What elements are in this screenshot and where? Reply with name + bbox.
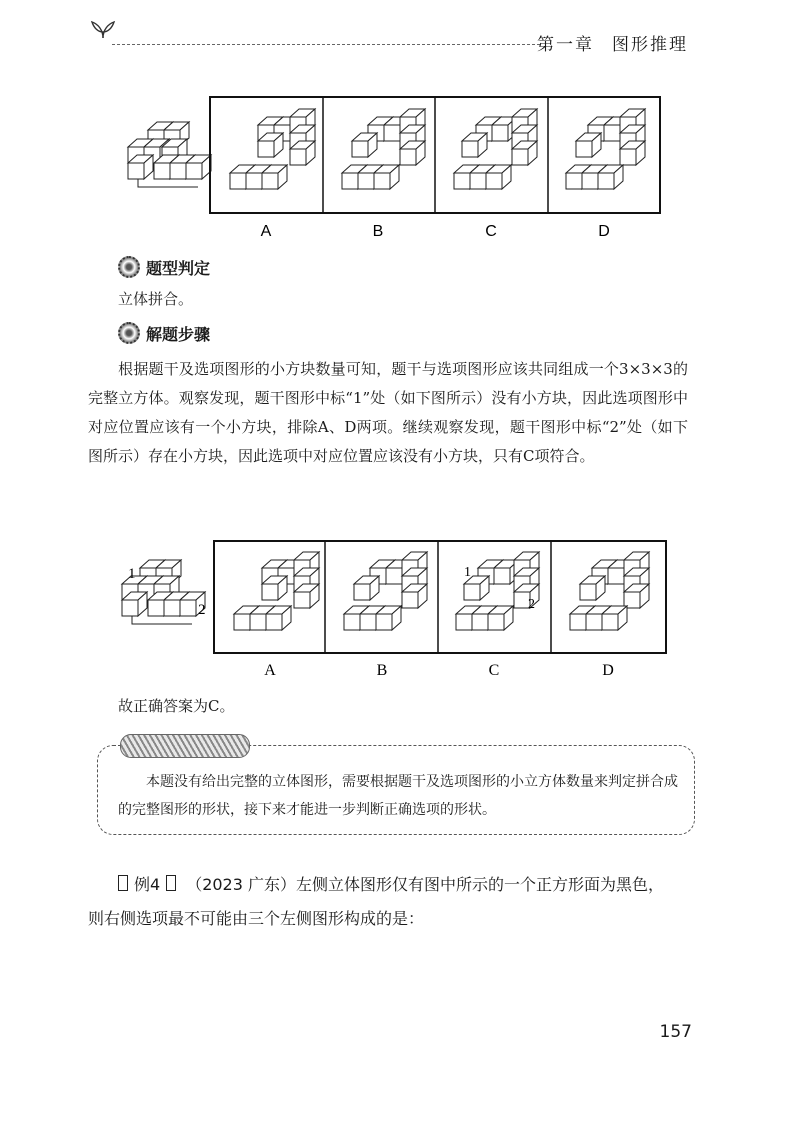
page-header (90, 18, 700, 58)
example-line-2: 则右侧选项最不可能由三个左侧图形构成的是： (88, 909, 425, 928)
section-heading-type (118, 256, 210, 279)
option-c-shape (454, 109, 537, 189)
solution-text: 根据题干及选项图形的小方块数量可知，题干与选项图形应该共同组成一个3×3×3的完整立方体。观察发现，题干图形中标“1”处（如下图所示）没有小方块，因此选项图形中对应位置应该有一个小方块，排除A、D两项。继续观察发现，题干图形中标“2”处（如下图所示）存在小方块，因此选项中对应位置应该没有小方块，只有C项符合。 (88, 360, 688, 465)
option-c-mark-2: 2 (528, 597, 535, 612)
chapter-heading (519, 30, 688, 55)
chapter-number: 第一章 (537, 35, 594, 55)
stem-shape (128, 122, 211, 187)
stem-mark-1: 1 (128, 566, 136, 582)
option-d-shape (570, 552, 649, 630)
option-label-a: A (260, 223, 272, 240)
puzzle-figure-2 (118, 540, 678, 680)
example-question (88, 868, 698, 936)
option-label-b: B (376, 662, 388, 679)
answer-line: 故正确答案为C。 (118, 697, 235, 715)
tip-body: 本题没有给出完整的立体图形，需要根据题干及选项图形的小立方体数量来判定拼合成的完整图形的形状，接下来才能进一步判断正确选项的形状。 (118, 774, 678, 818)
option-label-b: B (372, 223, 384, 240)
option-a-shape (234, 552, 319, 630)
section-heading-text: 解题步骤 (146, 325, 211, 344)
page-number: 157 (659, 1022, 692, 1042)
example-line-1: 左侧立体图形仅有图中所示的一个正方形面为黑色， (296, 875, 665, 894)
stem-mark-2: 2 (198, 602, 206, 618)
section-heading-steps (118, 322, 210, 345)
tip-badge-icon (120, 734, 250, 758)
option-b-shape (342, 109, 425, 189)
header-rule (112, 44, 540, 45)
section-body-type: 立体拼合。 (118, 290, 194, 308)
tip-text (118, 768, 678, 824)
option-label-d: D (598, 223, 610, 240)
example-source: （2023 广东） (186, 875, 296, 894)
option-label-d: D (602, 662, 614, 679)
leaf-ornament-icon (90, 18, 116, 40)
option-b-shape (344, 552, 427, 630)
section-emblem-icon (118, 256, 140, 278)
option-c-mark-1: 1 (464, 565, 471, 580)
option-label-c: C (485, 223, 497, 240)
option-d-shape (566, 109, 645, 189)
option-label-a: A (264, 662, 276, 679)
example-bracket-icon (118, 875, 128, 891)
puzzle-figure-1 (118, 95, 678, 245)
option-label-c: C (488, 662, 500, 679)
example-label: 例4 (134, 875, 161, 894)
option-c-shape (456, 552, 539, 630)
solution-paragraph (88, 355, 688, 471)
tip-box (97, 745, 695, 835)
chapter-title: 图形推理 (612, 35, 688, 55)
section-emblem-icon (118, 322, 140, 344)
option-a-shape (230, 109, 315, 189)
example-bracket-icon (166, 875, 176, 891)
section-heading-text: 题型判定 (146, 259, 211, 278)
